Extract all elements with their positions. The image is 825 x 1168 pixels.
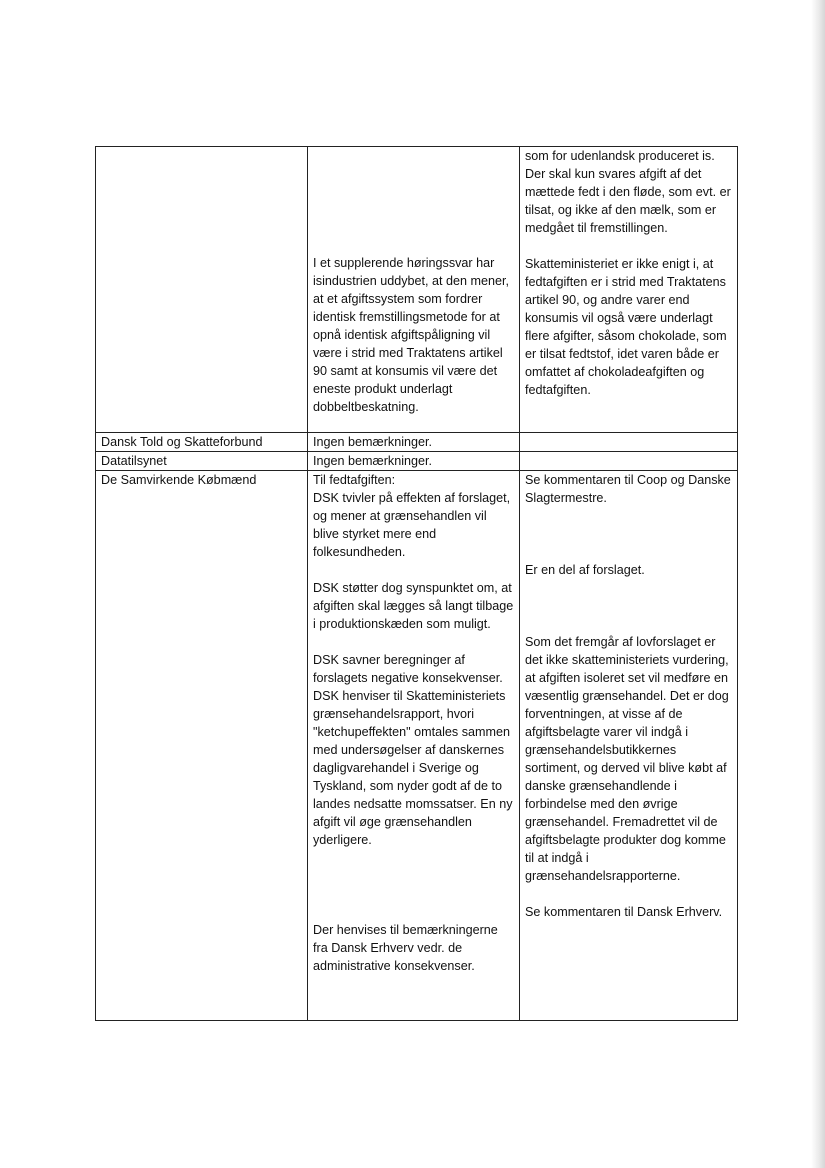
org-name: Datatilsynet (101, 454, 167, 468)
org-cell (96, 471, 308, 1021)
comment-text: Som det fremgår af lovforslaget er det ikke skatteministeriets vurdering, at afgiften isoleret set vil medføre en væsentlig grænsehandel. Det er dog forventningen, at visse af de afgiftsbelagte varer vil indgå i grænsehandelsbutikkernes sortiment, og derved vil blive købt af danske grænsehandlende i forbindelse med den øvrige grænsehandel. Fremadrettet vil de afgiftsbelagte produkter dog komme til at indgå i grænsehandelsrapporterne. (525, 635, 729, 883)
org-cell (96, 433, 308, 452)
org-name: De Samvirkende Købmænd (101, 473, 257, 487)
response-cell (308, 471, 520, 1021)
comment-text: Skatteministeriet er ikke enigt i, at fedtafgiften er i strid med Traktatens artikel 90, og andre varer end konsumis vil også være underlagt flere afgifter, såsom chokolade, som er tilsat fedtstof, idet varen både er omfattet af chokoladeafgiften og fedtafgiften. (525, 257, 727, 397)
comment-cell (520, 452, 738, 471)
comment-cell (520, 471, 738, 1021)
comment-text: som for udenlandsk produceret is. Der skal kun svares afgift af det mættede fedt i den fløde, som evt. er tilsat, og ikke af den mælk, som er medgået til fremstillingen. (525, 149, 731, 235)
response-text: DSK støtter dog synspunktet om, at afgiften skal lægges så langt tilbage i produktionskæden som muligt. (313, 581, 514, 631)
comment-cell (520, 147, 738, 433)
response-text: Ingen bemærkninger. (313, 435, 433, 449)
org-cell (96, 452, 308, 471)
org-name: Dansk Told og Skatteforbund (101, 435, 263, 449)
scan-edge (811, 0, 825, 1168)
comment-cell (520, 433, 738, 452)
consultation-table (95, 146, 738, 1021)
response-text: Ingen bemærkninger. (313, 454, 433, 468)
table-row (96, 147, 738, 433)
response-heading: Til fedtafgiften: (313, 473, 396, 487)
response-text: DSK savner beregninger af forslagets negative konsekvenser. DSK henviser til Skatteministeriets grænsehandelsrapport, hvori "ketchupeffekten" omtales sammen med undersøgelser af danskernes dagligvarehandel i Sverige og Tyskland, som nyder godt af de to landes nedsatte momssatser. En ny afgift vil øge grænsehandlen yderligere. (313, 653, 513, 847)
response-text: DSK tvivler på effekten af forslaget, og mener at grænsehandlen vil blive styrket mere end folkesundheden. (313, 491, 511, 559)
response-cell (308, 452, 520, 471)
comment-text: Se kommentaren til Dansk Erhverv. (525, 905, 723, 919)
table-row (96, 452, 738, 471)
comment-text: Se kommentaren til Coop og Danske Slagtermestre. (525, 473, 731, 505)
response-text: Der henvises til bemærkningerne fra Dansk Erhverv vedr. de administrative konsekvenser. (313, 923, 498, 973)
table-row (96, 471, 738, 1021)
response-text: I et supplerende høringssvar har isindustrien uddybet, at den mener, at et afgiftssystem som fordrer identisk fremstillingsmetode for at opnå identisk afgiftspåligning vil være i strid med Traktatens artikel 90 samt at konsumis vil være det eneste produkt underlagt dobbeltbeskatning. (313, 256, 510, 414)
response-cell (308, 147, 520, 433)
response-cell (308, 433, 520, 452)
table-row (96, 433, 738, 452)
org-cell (96, 147, 308, 433)
comment-text: Er en del af forslaget. (525, 563, 645, 577)
